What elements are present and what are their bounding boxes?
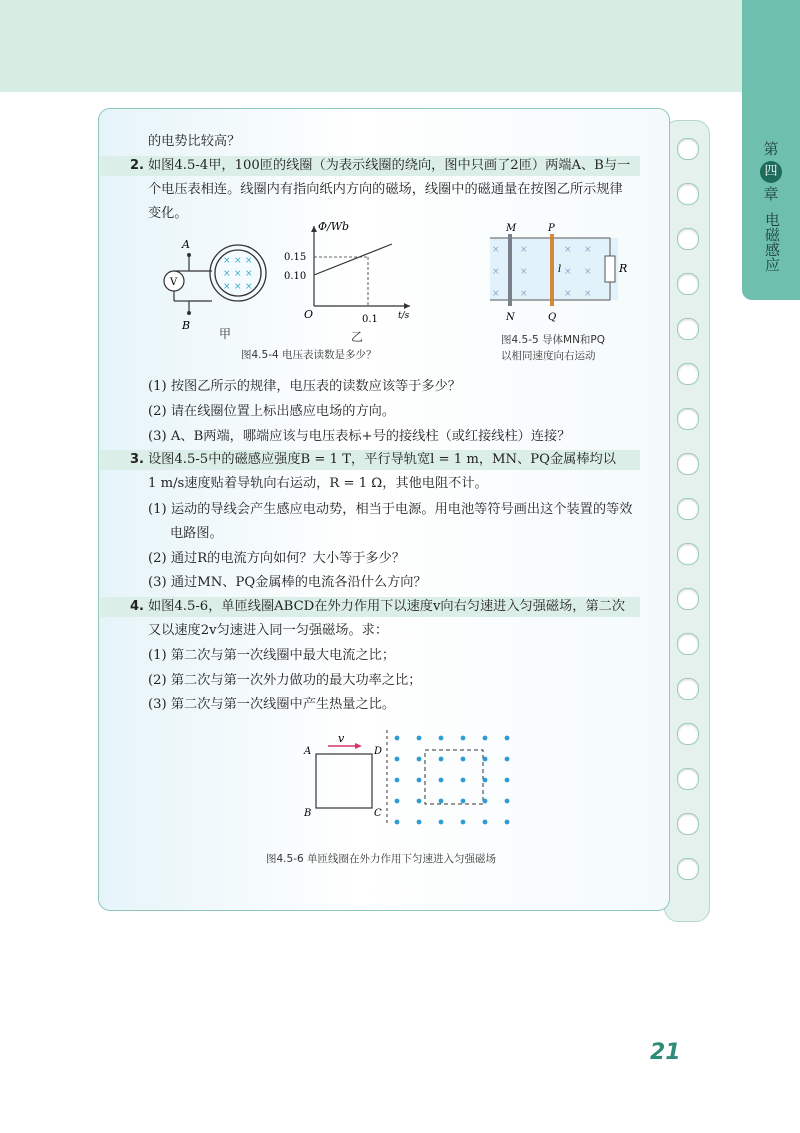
svg-text:×: × [520, 267, 528, 277]
field-dot [439, 820, 444, 825]
binder-hole [677, 453, 699, 475]
label-v: v [338, 732, 345, 745]
field-dot [461, 820, 466, 825]
figure-4-5-4-caption: 图4.5-4 电压表读数是多少？ [241, 349, 377, 361]
graph-tick-y1: 0.15 [284, 252, 307, 263]
sub-label-jia: 甲 [219, 327, 232, 341]
svg-text:×: × [245, 256, 253, 266]
page-number: 21 [650, 1040, 681, 1065]
q3-number: 3. [130, 452, 144, 467]
field-dot [483, 778, 488, 783]
binder-hole [677, 228, 699, 250]
rod-MN [508, 234, 512, 306]
q2-number: 2. [130, 158, 144, 173]
binder-hole [677, 588, 699, 610]
graph-tick-x1: 0.1 [362, 314, 378, 325]
label-M: M [506, 223, 517, 234]
q2-line3: 变化。 [148, 206, 188, 221]
chapter-tab[interactable] [742, 0, 800, 300]
binder-hole [677, 273, 699, 295]
label-C: C [374, 808, 382, 819]
q2-sub2: (2) 请在线圈位置上标出感应电场的方向。 [148, 404, 396, 419]
svg-text:×: × [492, 245, 500, 255]
binder-hole [677, 138, 699, 160]
field-dot [505, 799, 510, 804]
q2-sub3: (3) A、B两端，哪端应该与电压表标+号的接线柱（或红接线柱）连接？ [148, 429, 571, 444]
binder-hole [677, 768, 699, 790]
figure-4-5-6 [300, 728, 530, 828]
chapter-name: 电磁感应 [763, 212, 781, 272]
q3-line2: 1 m/s速度贴着导轨向右运动，R = 1 Ω，其他电阻不计。 [148, 476, 488, 491]
binder-hole [677, 633, 699, 655]
svg-text:×: × [223, 282, 231, 292]
label-B: B [182, 319, 191, 332]
q3-line1: 设图4.5-5中的磁感应强度B = 1 T，平行导轨宽l = 1 m，MN、PQ金属棒均以 [148, 452, 616, 467]
field-dot [483, 757, 488, 762]
field-dot [417, 820, 422, 825]
sub-label-yi: 乙 [351, 330, 364, 344]
figure-4-5-4-graph [280, 218, 420, 333]
binder-hole [677, 543, 699, 565]
graph-origin: O [304, 308, 314, 321]
label-B: B [304, 808, 312, 819]
binder-hole [677, 408, 699, 430]
field-dot [417, 778, 422, 783]
field-dot [505, 736, 510, 741]
binder-hole [677, 318, 699, 340]
rod-PQ [550, 234, 554, 306]
q3-sub1-line1: (1) 运动的导线会产生感应电动势，相当于电源。用电池等符号画出这个装置的等效 [148, 502, 633, 517]
flux-line [314, 244, 392, 275]
svg-text:×: × [234, 269, 242, 279]
svg-text:×: × [223, 269, 231, 279]
field-dot [395, 736, 400, 741]
q4-sub1: (1) 第二次与第一次线圈中最大电流之比； [148, 648, 396, 663]
figure-4-5-6-caption: 图4.5-6 单匝线圈在外力作用下匀速进入匀强磁场 [266, 853, 497, 865]
q4-sub3: (3) 第二次与第一次线圈中产生热量之比。 [148, 697, 396, 712]
figure-4-5-5-caption-line2: 以相同速度向右运动 [501, 350, 596, 362]
svg-text:×: × [564, 245, 572, 255]
svg-text:×: × [223, 256, 231, 266]
field-dot [417, 736, 422, 741]
svg-text:×: × [584, 289, 592, 299]
binder-hole [677, 183, 699, 205]
q4-number: 4. [130, 599, 144, 614]
coil-ABCD [316, 754, 372, 808]
field-dot [483, 820, 488, 825]
coil-outline-dashed [425, 750, 483, 804]
binder-hole [677, 363, 699, 385]
field-dot [483, 736, 488, 741]
q4-sub2: (2) 第二次与第一次外力做功的最大功率之比； [148, 673, 422, 688]
field-dot [461, 799, 466, 804]
graph-ylabel: Φ/Wb [318, 220, 350, 233]
label-R: R [619, 262, 628, 275]
q3-sub1-line2: 电路图。 [170, 526, 223, 541]
field-dot [439, 736, 444, 741]
field-dot [461, 757, 466, 762]
q3-sub3: (3) 通过MN、PQ金属棒的电流各沿什么方向？ [148, 575, 427, 590]
svg-text:×: × [520, 289, 528, 299]
label-Q: Q [548, 312, 557, 323]
intro-line: 的电势比较高？ [148, 134, 241, 149]
field-dot [417, 799, 422, 804]
graph-tick-y2: 0.10 [284, 271, 307, 282]
field-dot [505, 820, 510, 825]
q2-line2: 个电压表相连。线圈内有指向纸内方向的磁场，线圈中的磁通量在按图乙所示规律 [148, 182, 623, 197]
binder-hole [677, 678, 699, 700]
field-dot [395, 799, 400, 804]
svg-text:×: × [492, 267, 500, 277]
resistor-R [605, 256, 615, 282]
q4-line2: 又以速度2v匀速进入同一匀强磁场。求： [148, 623, 389, 638]
field-dot [395, 778, 400, 783]
chapter-suffix: 章 [763, 185, 779, 203]
label-A: A [182, 238, 190, 251]
figure-4-5-5-rails [484, 222, 634, 326]
svg-text:×: × [564, 267, 572, 277]
q2-line1: 如图4.5-4甲，100匝的线圈（为表示线圈的绕向，图中只画了2匝）两端A、B与一 [148, 158, 631, 173]
field-dot [461, 736, 466, 741]
binder-hole [677, 498, 699, 520]
field-dot [505, 778, 510, 783]
svg-text:×: × [564, 289, 572, 299]
svg-text:×: × [584, 267, 592, 277]
svg-text:×: × [584, 245, 592, 255]
q2-sub1: (1) 按图乙所示的规律，电压表的读数应该等于多少？ [148, 379, 461, 394]
svg-text:×: × [245, 282, 253, 292]
field-dot [505, 757, 510, 762]
field-dot [439, 778, 444, 783]
label-P: P [548, 223, 555, 234]
chapter-prefix: 第 [763, 140, 779, 158]
q3-sub2: (2) 通过R的电流方向如何？大小等于多少？ [148, 551, 405, 566]
figure-4-5-5-caption-line1: 图4.5-5 导体MN和PQ [501, 334, 606, 346]
header-band [0, 0, 800, 92]
label-A: A [304, 746, 312, 757]
chapter-number-badge: 四 [760, 161, 782, 183]
label-D: D [374, 746, 383, 757]
q4-line1: 如图4.5-6，单匝线圈ABCD在外力作用下以速度v向右匀速进入匀强磁场，第二次 [148, 599, 626, 614]
field-dot [461, 778, 466, 783]
field-dot [439, 757, 444, 762]
field-dot [483, 799, 488, 804]
voltmeter-label: V [170, 277, 178, 288]
svg-text:×: × [234, 256, 242, 266]
svg-text:×: × [234, 282, 242, 292]
label-N: N [506, 312, 515, 323]
label-l: l [558, 264, 562, 275]
field-dot [439, 799, 444, 804]
svg-text:×: × [245, 269, 253, 279]
binder-hole [677, 723, 699, 745]
binder-hole [677, 813, 699, 835]
field-dot [417, 757, 422, 762]
binder-hole [677, 858, 699, 880]
graph-xlabel: t/s [398, 311, 410, 321]
field-dot [395, 820, 400, 825]
svg-text:×: × [492, 289, 500, 299]
field-dot [395, 757, 400, 762]
svg-text:×: × [520, 245, 528, 255]
